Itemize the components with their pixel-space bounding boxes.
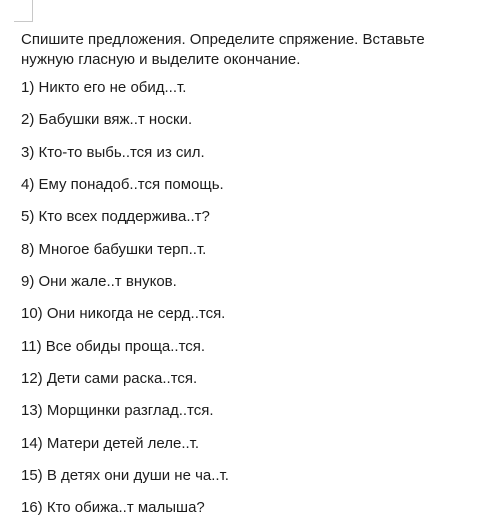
sentence-item: 8) Многое бабушки терп..т. (21, 240, 207, 258)
sentence-item: 1) Никто его не обид...т. (21, 79, 187, 96)
sentence-list (21, 78, 229, 531)
page-corner-mark (14, 21, 33, 22)
sentence-item: 10) Они никогда не серд..тся. (21, 305, 226, 323)
sentence-item: 4) Ему понадоб..тся помощь. (21, 175, 224, 193)
sentence-item: 9) Они жале..т внуков. (21, 272, 177, 290)
sentence-item: 12) Дети сами раска..тся. (21, 369, 198, 387)
sentence-item: 5) Кто всех поддержива..т? (21, 208, 210, 226)
sentence-item: 11) Все обиды проща..тся. (21, 337, 206, 355)
sentence-item: 3) Кто-то выбь..тся из сил. (21, 143, 205, 161)
sentence-item: 15) В детях они души не ча..т. (21, 466, 229, 484)
sentence-item: 14) Матери детей леле..т. (21, 434, 200, 452)
sentence-item: 2) Бабушки вяж..т носки. (21, 111, 193, 129)
task-instruction: Спишите предложения. Определите спряжение. Вставьте нужную гласную и выделите окончание. (21, 31, 425, 68)
sentence-item: 16) Кто обижа..т малыша? (21, 499, 205, 517)
page-corner-mark (32, 0, 33, 21)
sentence-item: 13) Морщинки разглад..тся. (21, 402, 214, 420)
